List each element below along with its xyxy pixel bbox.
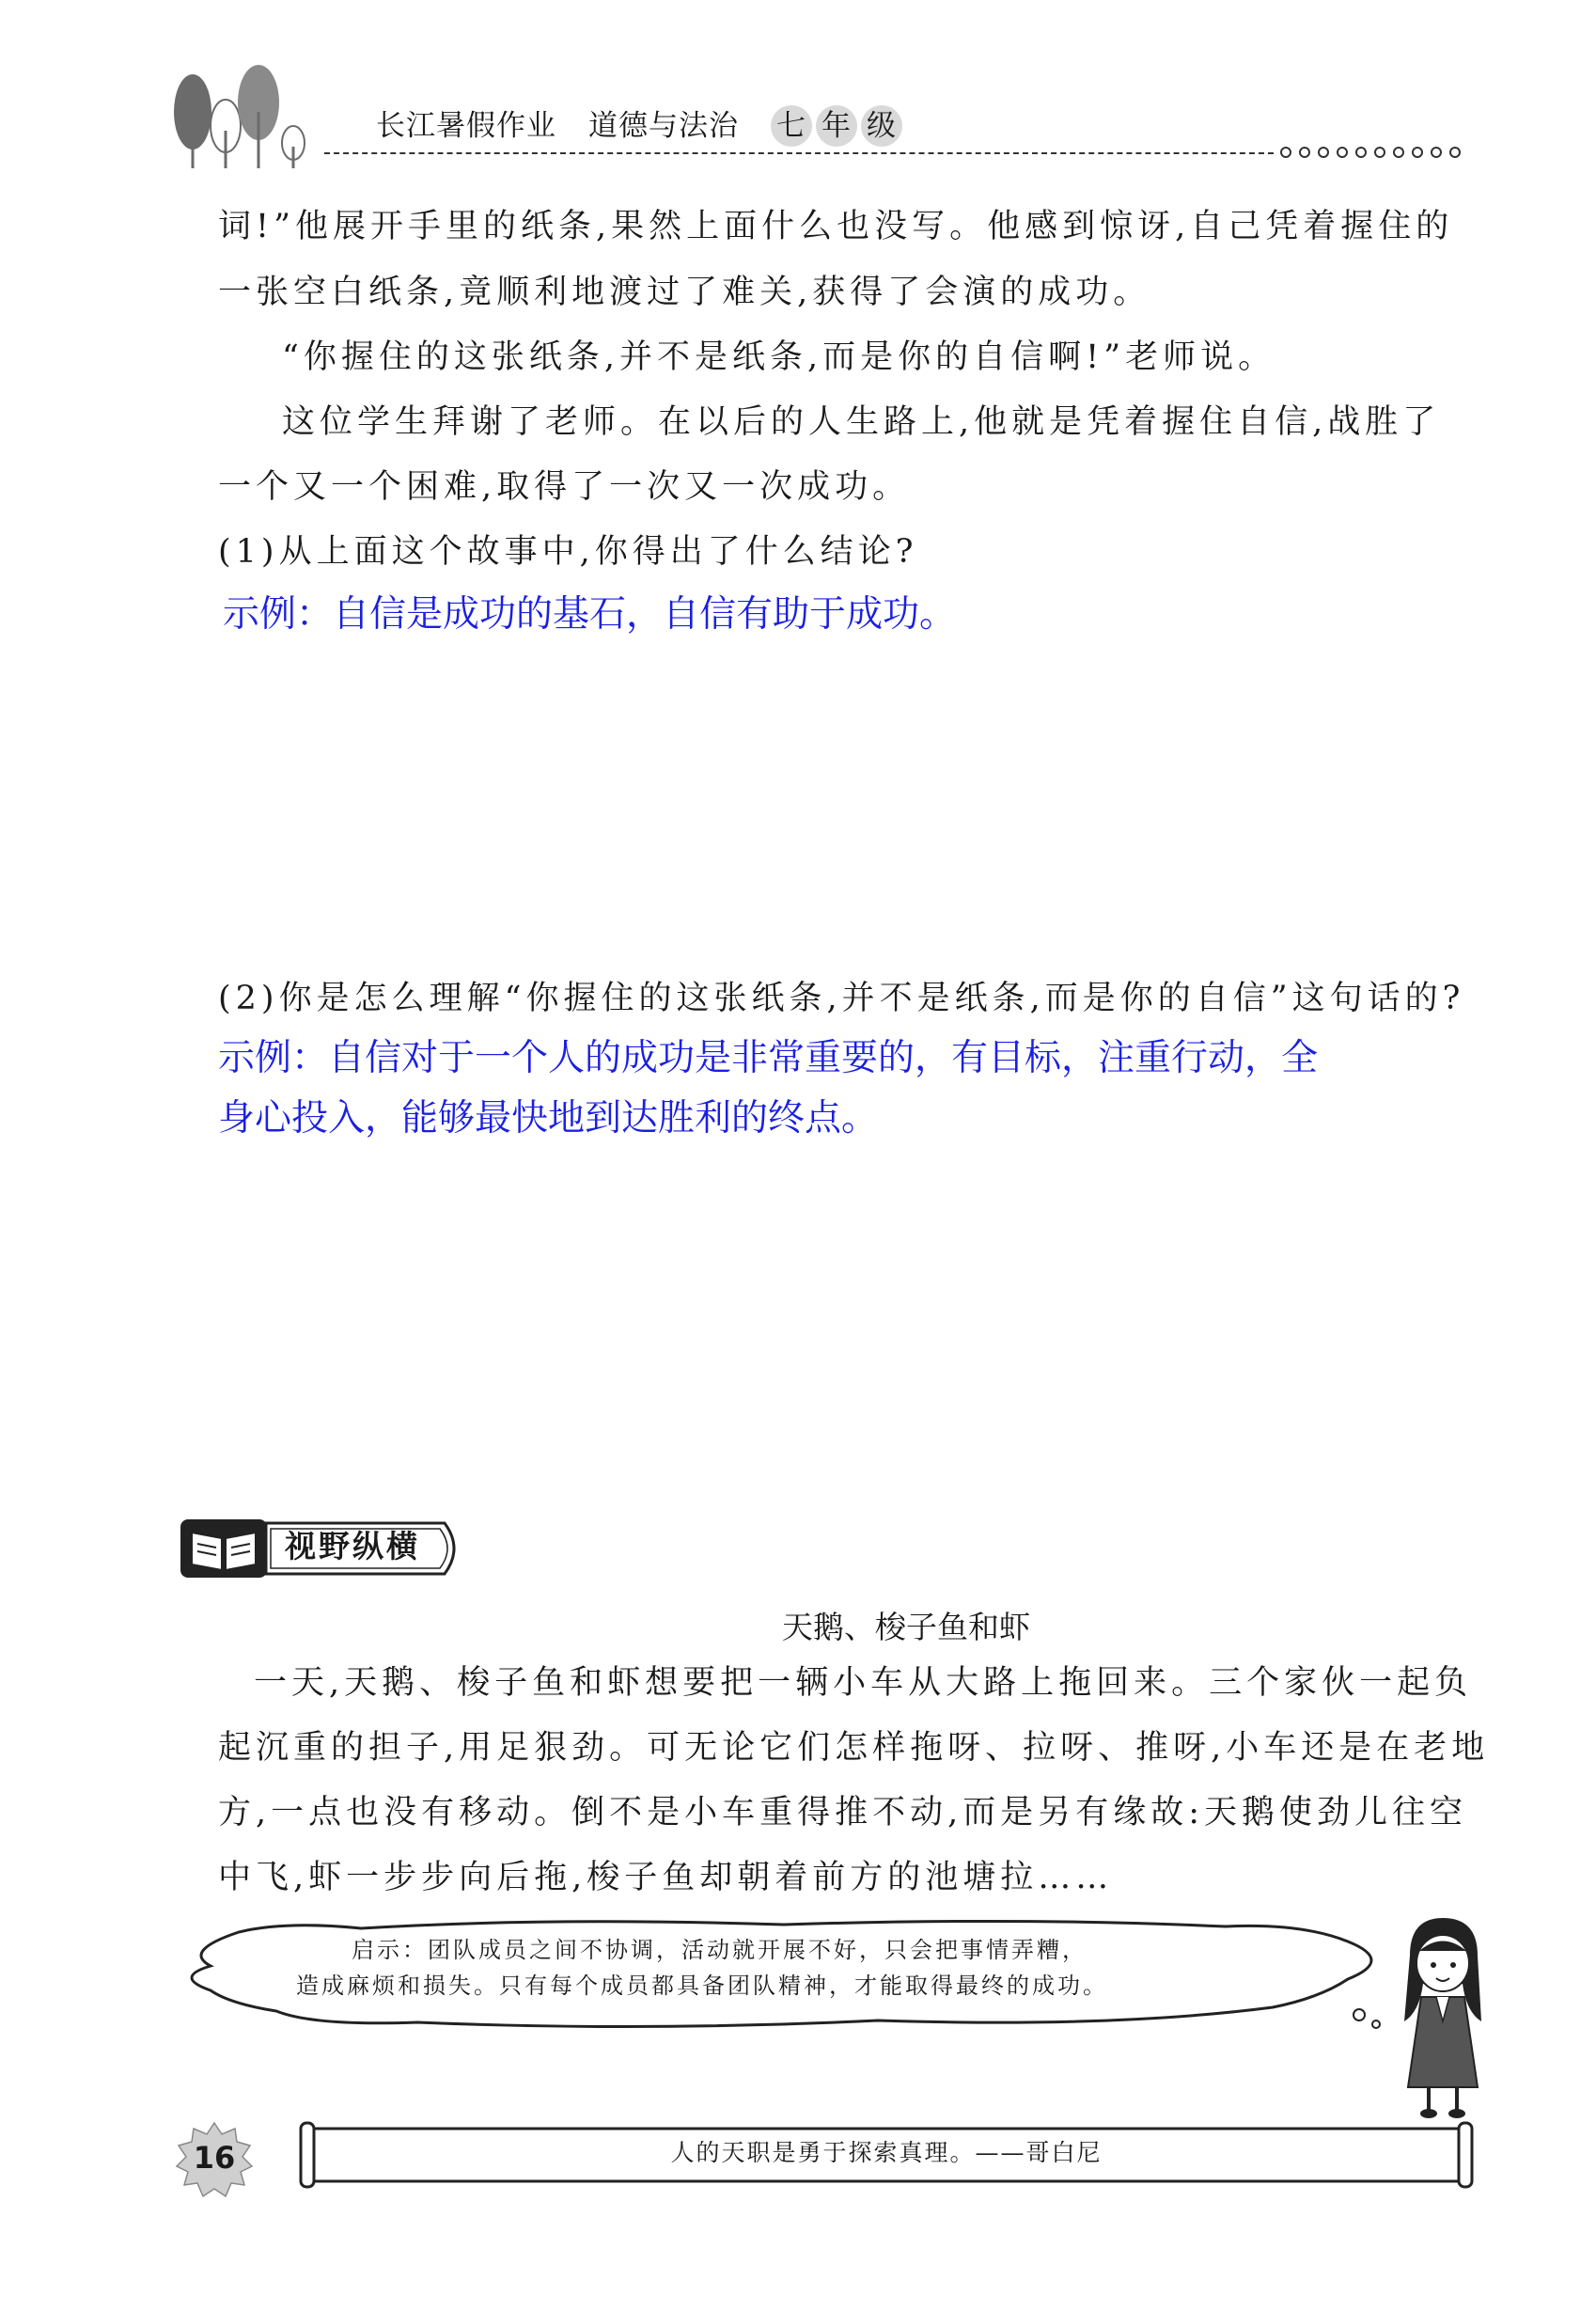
footer-quote: 人的天职是勇于探索真理。——哥白尼: [670, 2139, 1103, 2166]
story-line: 一天,天鹅、梭子鱼和虾想要把一辆小车从大路上拖回来。三个家伙一起负: [254, 1664, 1473, 1702]
passage-line: 一个又一个困难,取得了一次又一次成功。: [218, 468, 911, 506]
story-line: 方,一点也没有移动。倒不是小车重得推不动,而是另有缘故:天鹅使劲儿往空: [218, 1794, 1468, 1832]
passage-line: 一张空白纸条,竟顺利地渡过了难关,获得了会演的成功。: [218, 274, 1151, 311]
passage-line: 这位学生拜谢了老师。在以后的人生路上,他就是凭着握住自信,战胜了: [282, 403, 1441, 441]
grade-label: [771, 105, 906, 147]
answer-text: 示例：自信是成功的基石，自信有助于成功。: [223, 593, 957, 636]
book-title: 长江暑假作业: [376, 109, 556, 143]
insight-line: 造成麻烦和损失。只有每个成员都具备团队精神，才能取得最终的成功。: [296, 1973, 1108, 1999]
answer-text: 示例：自信对于一个人的成功是非常重要的，有目标，注重行动，全: [218, 1037, 1319, 1079]
page-number: 16: [193, 2140, 236, 2176]
header-dots-decoration: [1278, 145, 1476, 160]
subject-title: 道德与法治: [588, 109, 739, 143]
grade-char: 年: [816, 105, 857, 147]
passage-line: 词!”他展开手里的纸条,果然上面什么也没写。他感到惊讶,自己凭着握住的: [218, 208, 1454, 245]
section-label: 视野纵横: [285, 1528, 420, 1564]
header-divider: [324, 152, 1274, 154]
trees-logo-icon: [169, 60, 329, 173]
answer-text: 身心投入，能够最快地到达胜利的终点。: [218, 1097, 879, 1140]
story-title: 天鹅、梭子鱼和虾: [782, 1609, 1030, 1645]
girl-illustration-icon: [1391, 1918, 1494, 2120]
header-title: [376, 102, 938, 147]
story-line: 起沉重的担子,用足狠劲。可无论它们怎样拖呀、拉呀、推呀,小车还是在老地: [218, 1729, 1490, 1767]
grade-char: 级: [861, 105, 902, 147]
grade-char: 七: [771, 105, 812, 147]
story-line: 中飞,虾一步步向后拖,梭子鱼却朝着前方的池塘拉……: [218, 1859, 1114, 1896]
passage-line: “你握住的这张纸条,并不是纸条,而是你的自信啊!”老师说。: [282, 338, 1276, 376]
question-prompt: (1)从上面这个故事中,你得出了什么结论?: [218, 533, 918, 571]
question-prompt: (2)你是怎么理解“你握住的这张纸条,并不是纸条,而是你的自信”这句话的?: [218, 980, 1465, 1017]
insight-line: 启示：团队成员之间不协调，活动就开展不好，只会把事情弄糟，: [352, 1937, 1087, 1963]
